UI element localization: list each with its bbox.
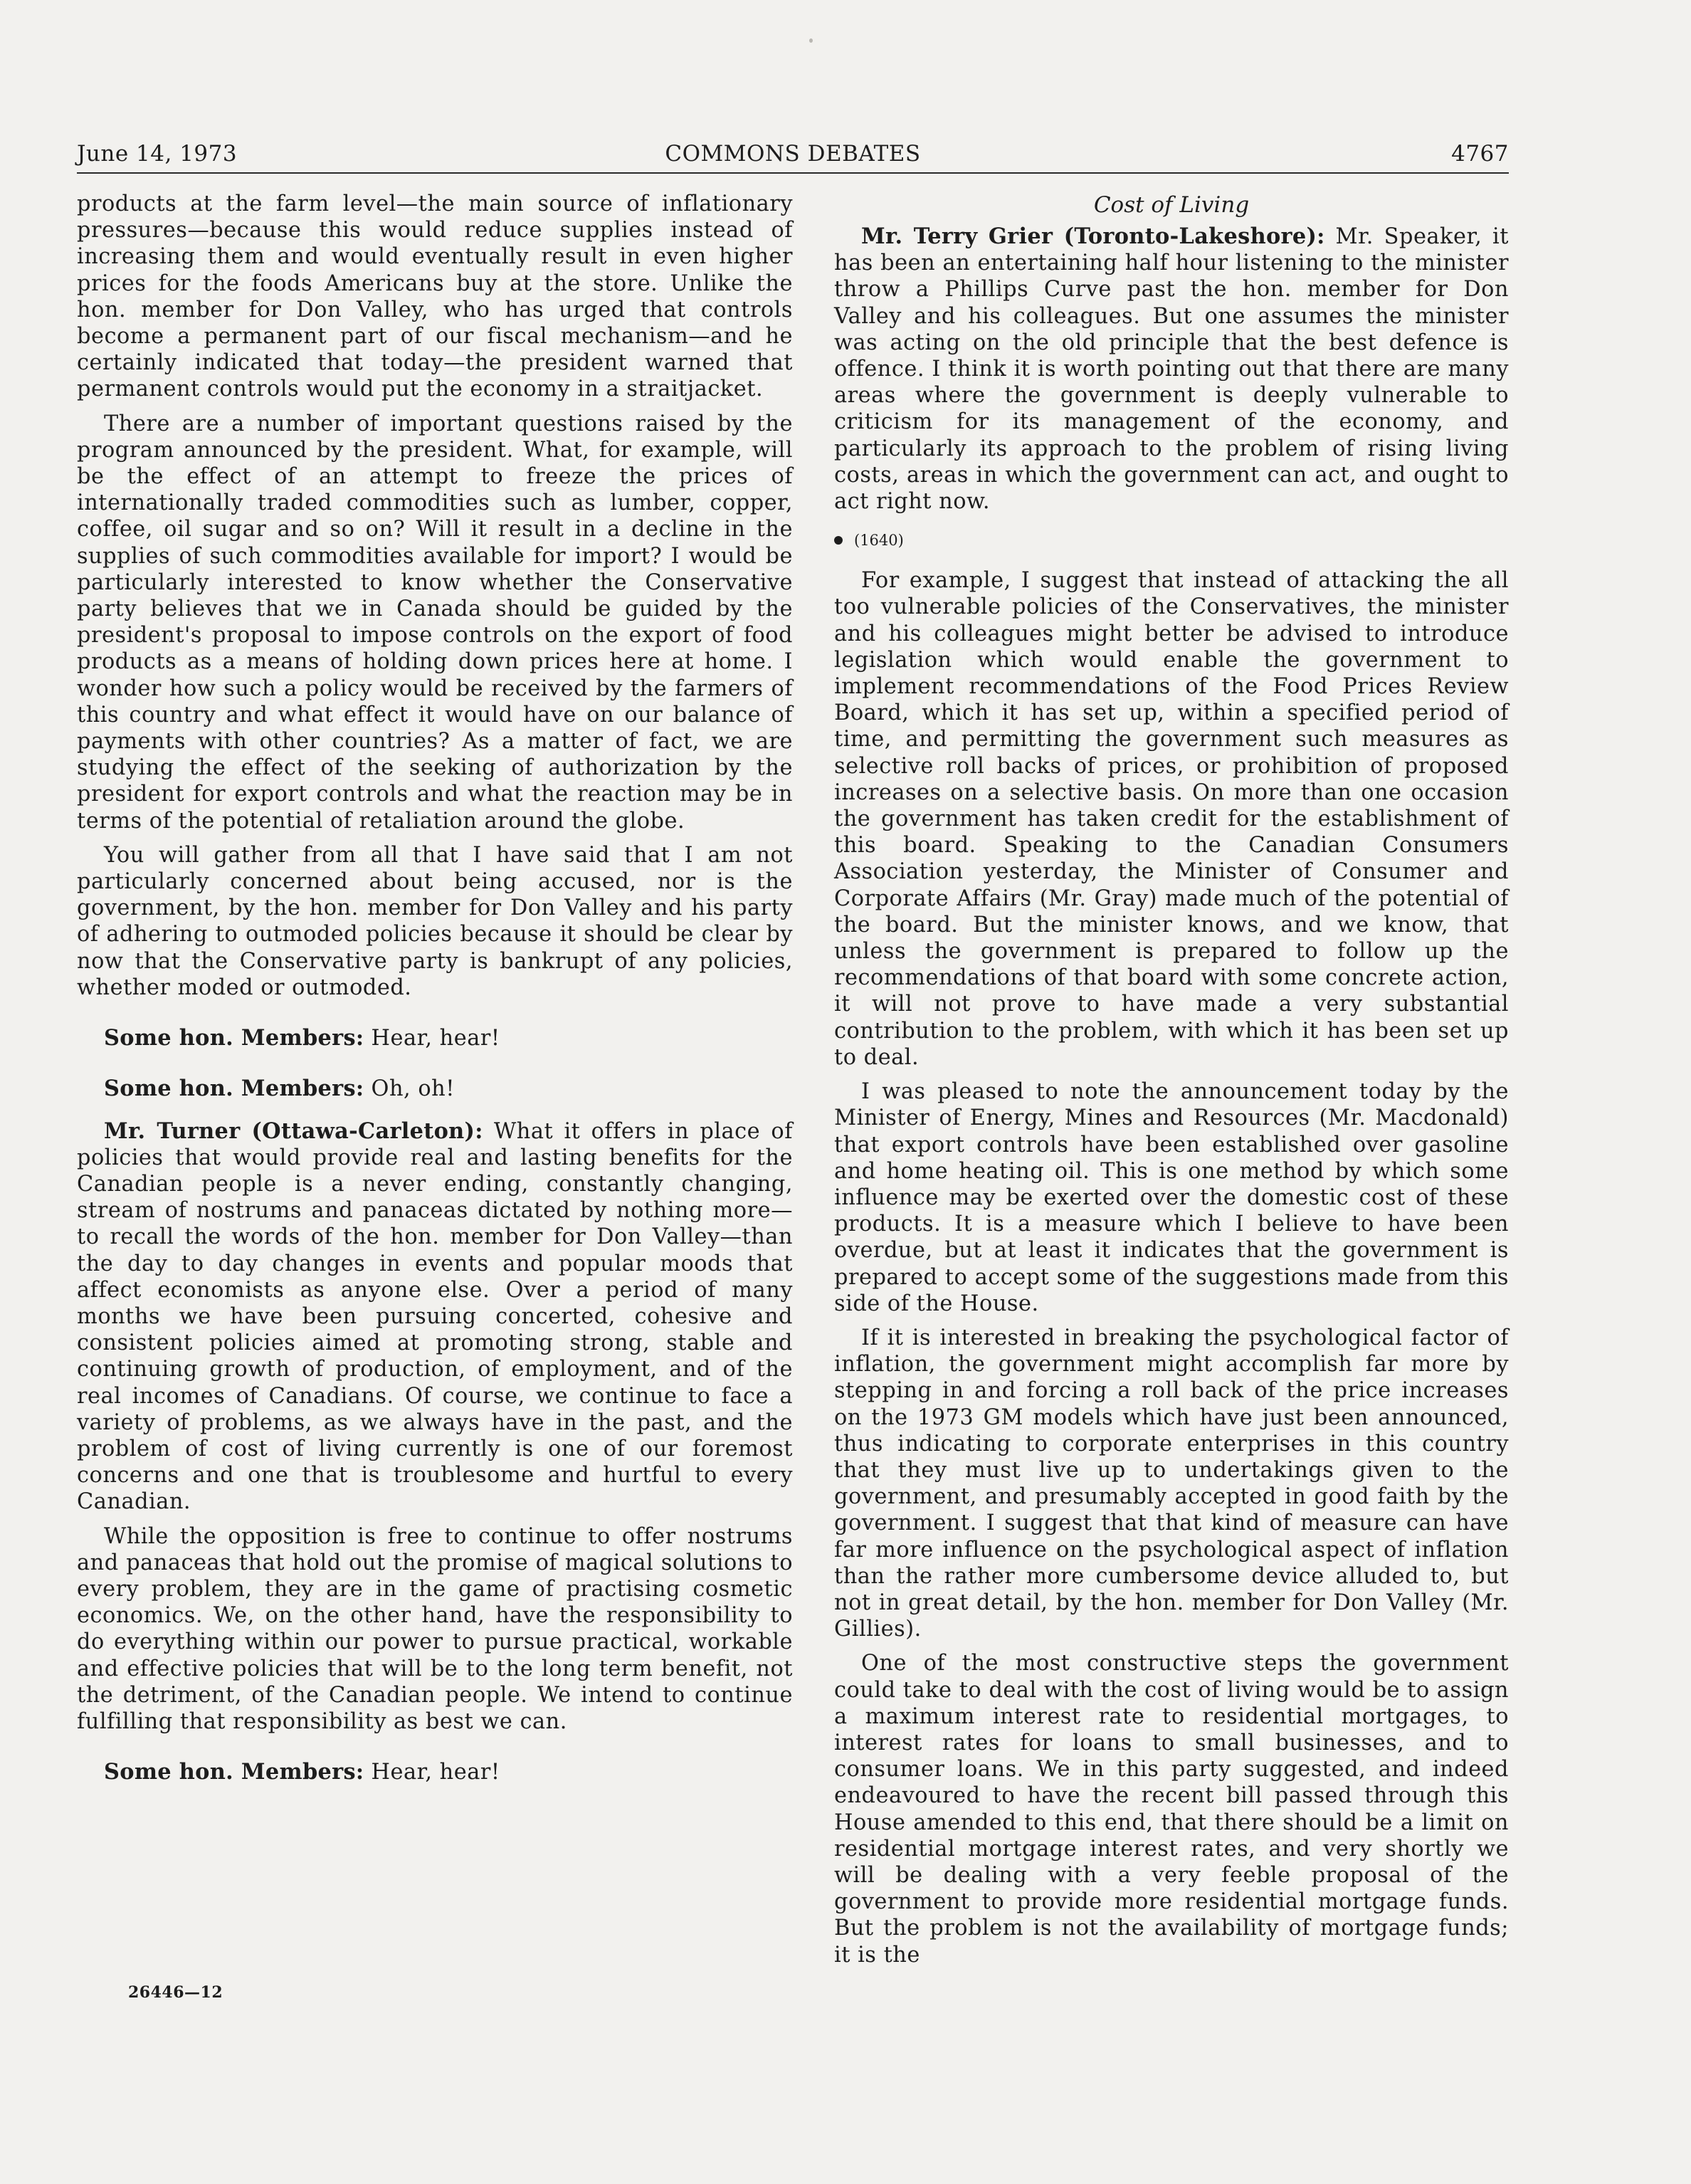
speech-text: Mr. Speaker, it has been an entertaining half hour listening to the minister throw a Phillips Curve past the hon. member for Don Valley and his colleagues. But one assumes the minister was acting on the old principle that the best defence is offence. I think it is worth pointing out that there are many areas where the government is deeply vulnerable to criticism for its management of the economy, and particularly its approach to the problem of rising living costs, areas in which the government can act, and ought to act right now.: [834, 224, 1509, 515]
page-header: [77, 137, 1509, 174]
section-heading: Cost of Living: [1093, 192, 1250, 218]
time-marker-text: (1640): [854, 532, 904, 550]
speaker-name: Some hon. Members:: [104, 1759, 364, 1785]
bullet-icon: [834, 536, 843, 545]
interjection-text: Oh, oh!: [371, 1076, 455, 1102]
speaker-name: Some hon. Members:: [104, 1025, 364, 1051]
header-date: June 14, 1973: [77, 141, 238, 167]
interjection-text: Hear, hear!: [371, 1760, 500, 1785]
left-column: [77, 191, 793, 1801]
paragraph: You will gather from all that I have said that I am not particularly concerned about being accused, nor is the government, by the hon. member for Don Valley and his party of adhering to outmoded policies because it should be clear by now that the Conservative party is bankrupt of any policies, whether moded or outmoded.: [77, 842, 793, 1000]
interjection: [77, 1076, 793, 1102]
speech-paragraph: [77, 1118, 793, 1516]
paragraph: If it is interested in breaking the psychological factor of inflation, the government might accomplish far more by stepping in and forcing a roll back of the price increases on the 1973 GM models which have just been announced, thus indicating to corporate enterprises in this country that they must live up to undertakings given to the government, and presumably accepted in good faith by the government. I suggest that that kind of measure can have far more influence on the psychological aspect of inflation than the rather more cumbersome device alluded to, but not in great detail, by the hon. member for Don Valley (Mr. Gillies).: [834, 1325, 1509, 1642]
interjection: [77, 1025, 793, 1051]
paragraph: I was pleased to note the announcement today by the Minister of Energy, Mines and Resources (Mr. Macdonald) that export controls have been established over gasoline and home heating oil. This is one method by which some influence may be exerted over the domestic cost of these products. It is a measure which I believe to have been overdue, but at least it indicates that the government is prepared to accept some of the suggestions made from this side of the House.: [834, 1079, 1509, 1316]
paragraph: products at the farm level—the main source of inflationary pressures—because this would reduce supplies instead of increasing them and would eventually result in even higher prices for the foods Americans buy at the store. Unlike the hon. member for Don Valley, who has urged that controls become a permanent part of our fiscal mechanism—and he certainly indicated that today—the president warned that permanent controls would put the economy in a straitjacket.: [77, 191, 793, 402]
header-title: COMMONS DEBATES: [665, 141, 921, 167]
header-page-number: 4767: [1451, 141, 1509, 167]
speaker-name: Mr. Terry Grier (Toronto-Lakeshore):: [861, 224, 1325, 249]
interjection: [77, 1759, 793, 1785]
speech-paragraph: [834, 224, 1509, 515]
right-column: [834, 191, 1509, 1976]
paragraph: While the opposition is free to continue to offer nostrums and panaceas that hold out the promise of magical solutions to every problem, they are in the game of practising cosmetic economics. We, on the other hand, have the responsibility to do everything within our power to pursue practical, workable and effective policies that will be to the long term benefit, not the detriment, of the Canadian people. We intend to continue fulfilling that responsibility as best we can.: [77, 1523, 793, 1734]
interjection-text: Hear, hear!: [371, 1026, 500, 1051]
footer-code: 26446—12: [128, 1983, 223, 2002]
paragraph: There are a number of important questions raised by the program announced by the president. What, for example, will be the effect of an attempt to freeze the prices of internationally traded commodities such as lumber, copper, coffee, oil sugar and so on? Will it result in a decline in the supplies of such commodities available for import? I would be particularly interested to know whether the Conservative party believes that we in Canada should be guided by the president's proposal to impose controls on the export of food products as a means of holding down prices here at home. I wonder how such a policy would be received by the farmers of this country and what effect it would have on our balance of payments with other countries? As a matter of fact, we are studying the effect of the seeking of authorization by the president for export controls and what the reaction may be in terms of the potential of retaliation around the globe.: [77, 411, 793, 834]
speaker-name: Some hon. Members:: [104, 1076, 364, 1102]
scan-artifact: [809, 38, 813, 43]
speaker-name: Mr. Turner (Ottawa-Carleton):: [104, 1118, 483, 1144]
paragraph: One of the most constructive steps the government could take to deal with the cost of living would be to assign a maximum interest rate to residential mortgages, to interest rates for loans to small businesses, and to consumer loans. We in this party suggested, and indeed endeavoured to have the recent bill passed through this House amended to this end, that there should be a limit on residential mortgage interest rates, and very shortly we will be dealing with a very feeble proposal of the government to provide more residential mortgage funds. But the problem is not the availability of mortgage funds; it is the: [834, 1651, 1509, 1968]
time-marker: [834, 532, 1509, 549]
paragraph: For example, I suggest that instead of attacking the all too vulnerable policies of the Conservatives, the minister and his colleagues might better be advised to introduce legislation which would enable the government to implement recommendations of the Food Prices Review Board, which it has set up, within a specified period of time, and permitting the government such measures as selective roll backs of prices, or prohibition of proposed increases on a selective basis. On more than one occasion the government has taken credit for the establishment of this board. Speaking to the Canadian Consumers Association yesterday, the Minister of Consumer and Corporate Affairs (Mr. Gray) made much of the potential of the board. But the minister knows, and we know, that unless the government is prepared to follow up the recommendations of that board with some concrete action, it will not prove to have made a very substantial contribution to the problem, with which it has been set up to deal.: [834, 568, 1509, 1070]
speech-text: What it offers in place of policies that would provide real and lasting benefits for the Canadian people is a never ending, constantly changing, stream of nostrums and panaceas dictated by nothing more—to recall the words of the hon. member for Don Valley—than the day to day changes in events and popular moods that affect economists as anyone else. Over a period of many months we have been pursuing concerted, cohesive and consistent policies aimed at promoting strong, stable and continuing growth of production, of employment, and of the real incomes of Canadians. Of course, we continue to face a variety of problems, as we always have in the past, and the problem of cost of living currently is one of our foremost concerns and one that is troublesome and hurtful to every Canadian.: [77, 1118, 793, 1515]
